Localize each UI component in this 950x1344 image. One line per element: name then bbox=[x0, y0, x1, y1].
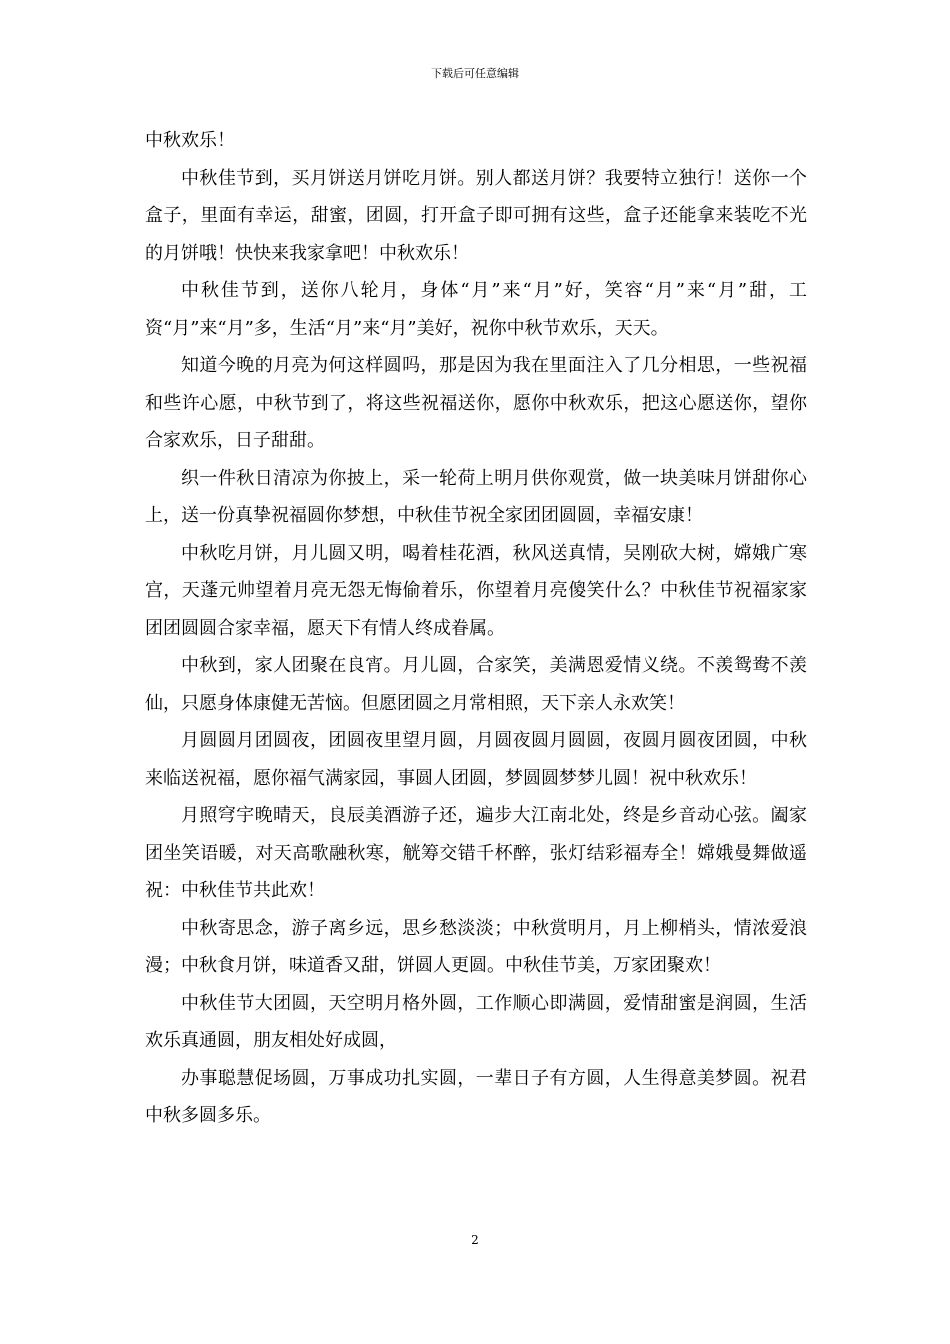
paragraph: 中秋寄思念，游子离乡远，思乡愁淡淡；中秋赏明月，月上柳梢头，情浓爱浪漫；中秋食月饼，味道香又甜，饼圆人更圆。中秋佳节美，万家团聚欢！ bbox=[145, 917, 807, 976]
paragraph: 知道今晚的月亮为何这样圆吗，那是因为我在里面注入了几分相思，一些祝福和些许心愿，中秋节到了，将这些祝福送你，愿你中秋欢乐，把这心愿送你，望你合家欢乐，日子甜甜。 bbox=[145, 355, 807, 451]
paragraph: 中秋到，家人团聚在良宵。月儿圆，合家笑，美满恩爱情义绕。不羡鸳鸯不羡仙，只愿身体康健无苦恼。但愿团圆之月常相照，天下亲人永欢笑！ bbox=[145, 655, 807, 714]
paragraph: 中秋佳节到，送你八轮月，身体“月”来“月”好，笑容“月”来“月”甜，工资“月”来“月”多，生活“月”来“月”美好，祝你中秋节欢乐，天天。 bbox=[145, 280, 807, 339]
paragraph: 办事聪慧促场圆，万事成功扎实圆，一辈日子有方圆，人生得意美梦圆。祝君中秋多圆多乐。 bbox=[145, 1067, 807, 1126]
page-header: 下载后可任意编辑 bbox=[431, 67, 519, 80]
paragraph: 中秋佳节大团圆，天空明月格外圆，工作顺心即满圆，爱情甜蜜是润圆，生活欢乐真通圆，朋友相处好成圆， bbox=[145, 992, 807, 1051]
paragraph: 中秋欢乐！ bbox=[145, 130, 235, 151]
paragraph: 中秋吃月饼，月儿圆又明，喝着桂花酒，秋风送真情，吴刚砍大树，嫦娥广寒宫，天蓬元帅望着月亮无怨无悔偷着乐，你望着月亮傻笑什么？中秋佳节祝福家家团团圆圆合家幸福，愿天下有情人终成眷属。 bbox=[145, 542, 807, 639]
body-text bbox=[145, 122, 807, 1135]
paragraph: 中秋佳节到，买月饼送月饼吃月饼。别人都送月饼？我要特立独行！送你一个盒子，里面有幸运，甜蜜，团圆，打开盒子即可拥有这些，盒子还能拿来装吃不光的月饼哦！快快来我家拿吧！中秋欢乐！ bbox=[145, 167, 807, 264]
paragraph: 月照穹宇晚晴天，良辰美酒游子还，遍步大江南北处，终是乡音动心弦。阖家团坐笑语暖，对天高歌融秋寒，觥筹交错千杯醉，张灯结彩福寿全！嫦娥曼舞做遥祝：中秋佳节共此欢！ bbox=[145, 805, 807, 901]
paragraph: 月圆圆月团圆夜，团圆夜里望月圆，月圆夜圆月圆圆，夜圆月圆夜团圆，中秋来临送祝福，愿你福气满家园，事圆人团圆，梦圆圆梦梦儿圆！祝中秋欢乐！ bbox=[145, 730, 807, 789]
paragraph: 织一件秋日清凉为你披上，采一轮荷上明月供你观赏，做一块美味月饼甜你心上，送一份真挚祝福圆你梦想，中秋佳节祝全家团团圆圆，幸福安康！ bbox=[145, 467, 807, 526]
page-number: 2 bbox=[471, 1233, 479, 1247]
